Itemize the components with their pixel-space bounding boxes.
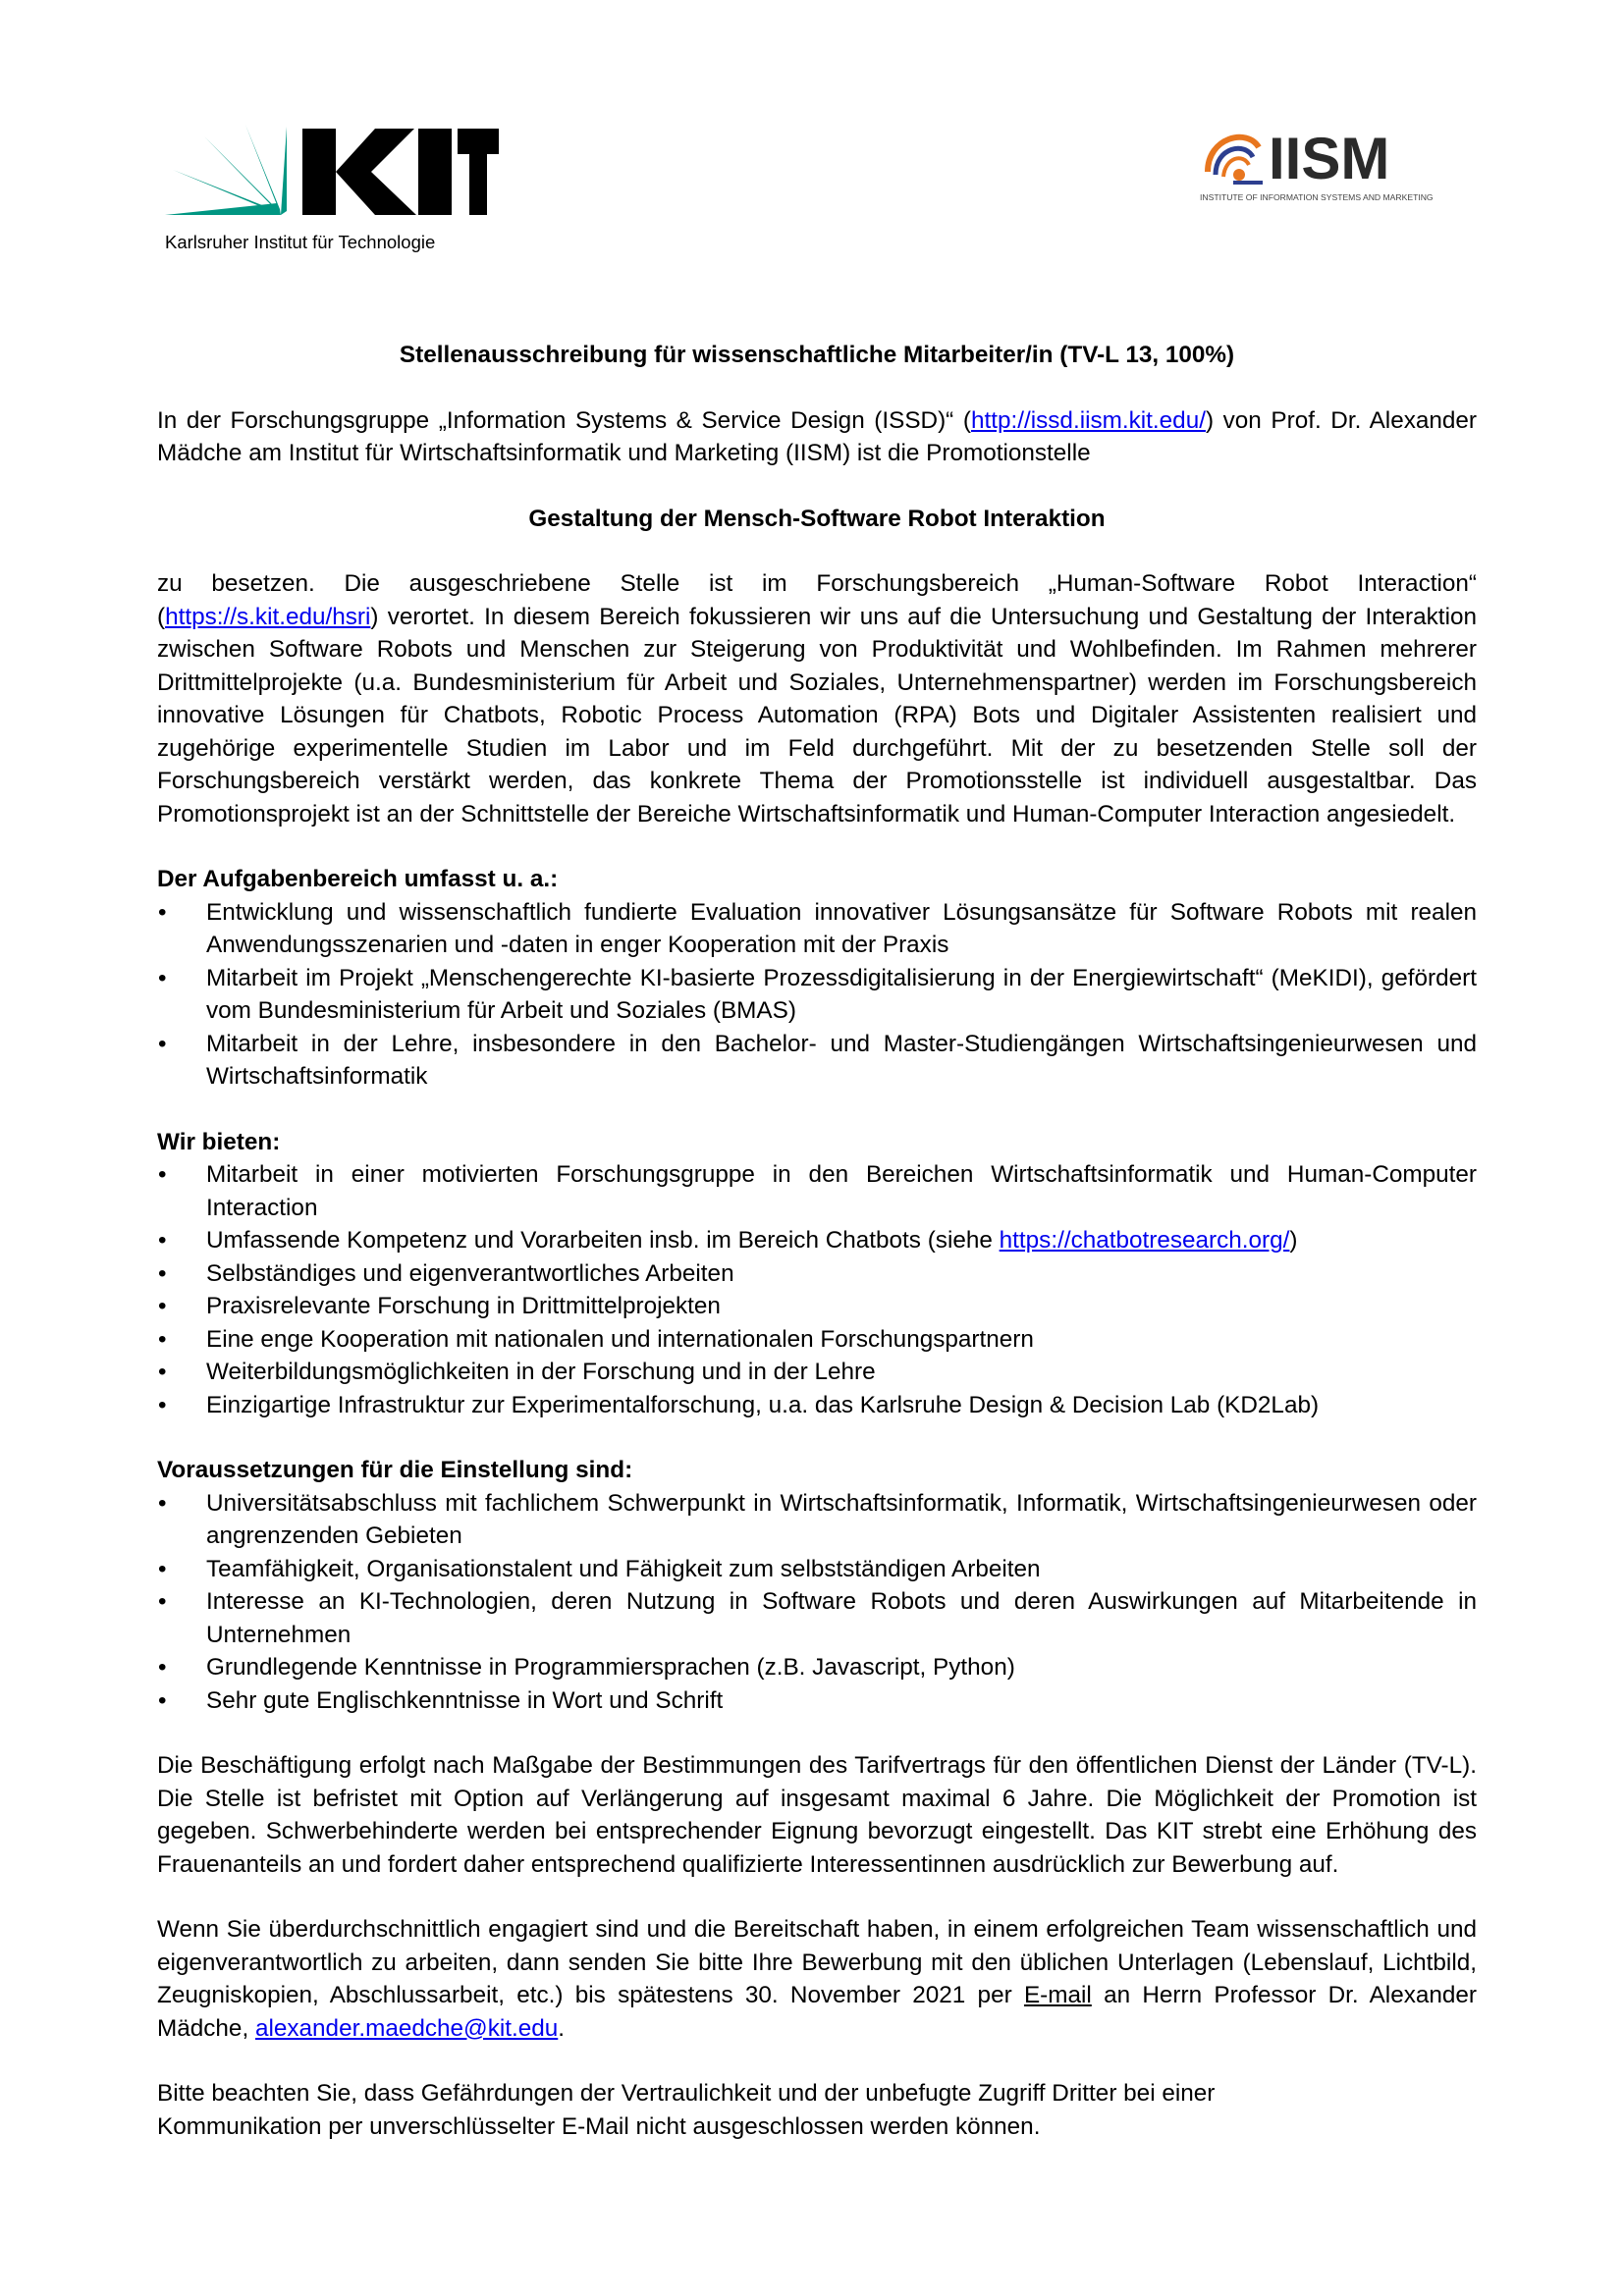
bullet-icon: • <box>158 1293 167 1319</box>
list-item: • Selbständiges und eigenverantwortliches Arbeiten <box>157 1257 1477 1291</box>
list-item: • Grundlegende Kenntnisse in Programmiersprachen (z.B. Javascript, Python) <box>157 1651 1477 1684</box>
requirements-list <box>157 1487 1477 1718</box>
bullet-icon: • <box>158 1391 167 1418</box>
list-item: • Teamfähigkeit, Organisationstalent und Fähigkeit zum selbstständigen Arbeiten <box>157 1553 1477 1586</box>
list-item: • Mitarbeit in einer motivierten Forschungsgruppe in den Bereichen Wirtschaftsinformatik und Human-Computer Interaction <box>157 1158 1477 1224</box>
bullet-icon: • <box>158 1161 167 1188</box>
list-item: • Interesse an KI-Technologien, deren Nutzung in Software Robots und deren Auswirkungen auf Mitarbeitende in Unternehmen <box>157 1585 1477 1651</box>
list-item: • Einzigartige Infrastruktur zur Experimentalforschung, u.a. das Karlsruhe Design & Decision Lab (KD2Lab) <box>157 1389 1477 1422</box>
kit-subtitle: Karlsruher Institut für Technologie <box>165 232 436 252</box>
offer-heading: Wir bieten: <box>157 1128 281 1155</box>
requirements-heading: Voraussetzungen für die Einstellung sind: <box>157 1457 633 1483</box>
bullet-icon: • <box>158 1325 167 1353</box>
list-item: • Eine enge Kooperation mit nationalen und internationalen Forschungspartnern <box>157 1323 1477 1357</box>
employment-paragraph: Die Beschäftigung erfolgt nach Maßgabe der Bestimmungen des Tarifvertrags für den öffentlichen Dienst der Länder (TV-L). Die Stelle ist befristet mit Option auf Verlängerung auf insgesamt maximal 6 Jahre. Die Möglichkeit der Promotion ist gegeben. Schwerbehinderte werden bei entsprechender Eignung bevorzugt eingestellt. Das KIT strebt eine Erhöhung des Frauenanteils an und fordert daher entsprechend qualifizierte Interessentinnen ausdrücklich zur Bewerbung auf. <box>157 1752 1477 1878</box>
list-item: • Praxisrelevante Forschung in Drittmittelprojekten <box>157 1290 1477 1323</box>
kit-wordmark-shape <box>302 129 499 215</box>
hsri-link[interactable]: https://s.kit.edu/hsri <box>165 603 371 630</box>
iism-logo <box>1198 118 1483 206</box>
bullet-icon: • <box>158 1259 167 1287</box>
application-paragraph: Wenn Sie überdurchschnittlich engagiert sind und die Bereitschaft haben, in einem erfolgreichen Team wissenschaftlich und eigenverantwortlich zu arbeiten, dann senden Sie bitte Ihre Bewerbung mit den üblichen Unterlagen (Lebenslauf, Lichtbild, Zeugniskopien, Abschlussarbeit, etc.) bis spätestens 30. November 2021 per E-mail an Herrn Professor Dr. Alexander Mädche, alexander.maedche@kit.edu. <box>157 1916 1478 2042</box>
bullet-icon: • <box>158 964 167 991</box>
bullet-icon: • <box>158 898 167 926</box>
privacy-line: Kommunikation per unverschlüsselter E-Mail nicht ausgeschlossen werden können. <box>157 2112 1041 2140</box>
email-link[interactable]: alexander.maedche@kit.edu <box>254 2014 559 2042</box>
iism-wordmark: IISM <box>1269 126 1390 191</box>
list-item: • Mitarbeit im Projekt „Menschengerechte KI-basierte Prozessdigitalisierung in der Energiewirtschaft“ (MeKIDI), gefördert vom Bundesministerium für Arbeit und Soziales (BMAS) <box>157 962 1477 1028</box>
privacy-line: Bitte beachten Sie, dass Gefährdungen der Vertraulichkeit und der unbefugte Zugriff Dritter bei einer <box>157 2080 1216 2107</box>
document-body <box>157 339 1477 2143</box>
bullet-icon: • <box>158 1555 167 1582</box>
kit-logo <box>165 125 499 282</box>
job-title: Stellenausschreibung für wissenschaftliche Mitarbeiter/in (TV-L 13, 100%) <box>399 342 1235 368</box>
bullet-icon: • <box>158 1359 167 1385</box>
list-item: • Mitarbeit in der Lehre, insbesondere in den Bachelor- und Master-Studiengängen Wirtschaftsingenieurwesen und Wirtschaftsinformatik <box>157 1028 1477 1094</box>
position-title: Gestaltung der Mensch-Software Robot Interaktion <box>528 505 1106 532</box>
tasks-heading: Der Aufgabenbereich umfasst u. a.: <box>157 866 559 892</box>
kit-fan-icon <box>165 125 287 215</box>
list-item: • Sehr gute Englischkenntnisse in Wort und Schrift <box>157 1684 1477 1718</box>
iism-subtitle: INSTITUTE OF INFORMATION SYSTEMS AND MARKETING <box>1200 192 1434 202</box>
bullet-icon: • <box>158 1030 167 1057</box>
bullet-icon: • <box>158 1227 167 1254</box>
description-paragraph: zu besetzen. Die ausgeschriebene Stelle ist im Forschungsbereich „Human-Software Robot Interaction“ (https://s.kit.edu/hsri) verortet. In diesem Bereich fokussieren wir uns auf die Untersuchung und Gestaltung der Interaktion zwischen Software Robots und Menschen zur Steigerung von Produktivität und Wohlbefinden. Im Rahmen mehrerer Drittmittelprojekte (u.a. Bundesministerium für Arbeit und Soziales, Unternehmenspartner) werden im Forschungsbereich innovative Lösungen für Chatbots, Robotic Process Automation (RPA) Bots und Digitaler Assistenten realisiert und zugehörige experimentelle Studien im Labor und im Feld durchgeführt. Mit der zu besetzenden Stelle soll der Forschungsbereich verstärkt werden, das konkrete Thema der Promotionsstelle ist individuell ausgestaltbar. Das Promotionsprojekt ist an der Schnittstelle der Bereiche Wirtschaftsinformatik und Human-Computer Interaction angesiedelt. <box>157 570 1477 828</box>
bullet-icon: • <box>158 1588 167 1615</box>
list-item: • Universitätsabschluss mit fachlichem Schwerpunkt in Wirtschaftsinformatik, Informatik, Wirtschaftsingenieurwesen oder angrenzenden Gebieten <box>157 1487 1477 1553</box>
iism-swirl-icon <box>1208 137 1263 183</box>
bullet-icon: • <box>158 1489 167 1517</box>
privacy-note <box>157 2077 1477 2143</box>
chatbotresearch-link[interactable]: https://chatbotresearch.org/ <box>999 1227 1290 1254</box>
issd-link[interactable]: http://issd.iism.kit.edu/ <box>970 406 1206 434</box>
list-item: • Entwicklung und wissenschaftlich fundierte Evaluation innovativer Lösungsansätze für Software Robots mit realen Anwendungsszenarien und -daten in enger Kooperation mit der Praxis <box>157 896 1477 962</box>
intro-paragraph: In der Forschungsgruppe „Information Systems & Service Design (ISSD)“ (http://issd.iism.kit.edu/) von Prof. Dr. Alexander Mädche am Institut für Wirtschaftsinformatik und Marketing (IISM) ist die Promotionstelle <box>157 406 1477 466</box>
list-item: • Weiterbildungsmöglichkeiten in der Forschung und in der Lehre <box>157 1356 1477 1389</box>
email-word: E-mail <box>1023 1982 1092 2008</box>
bullet-icon: • <box>158 1654 167 1681</box>
offer-list <box>157 1158 1477 1421</box>
list-item: • Umfassende Kompetenz und Vorarbeiten insb. im Bereich Chatbots (siehe https://chatbotresearch.org/) <box>157 1224 1477 1257</box>
bullet-icon: • <box>158 1686 167 1714</box>
tasks-list <box>157 896 1477 1094</box>
